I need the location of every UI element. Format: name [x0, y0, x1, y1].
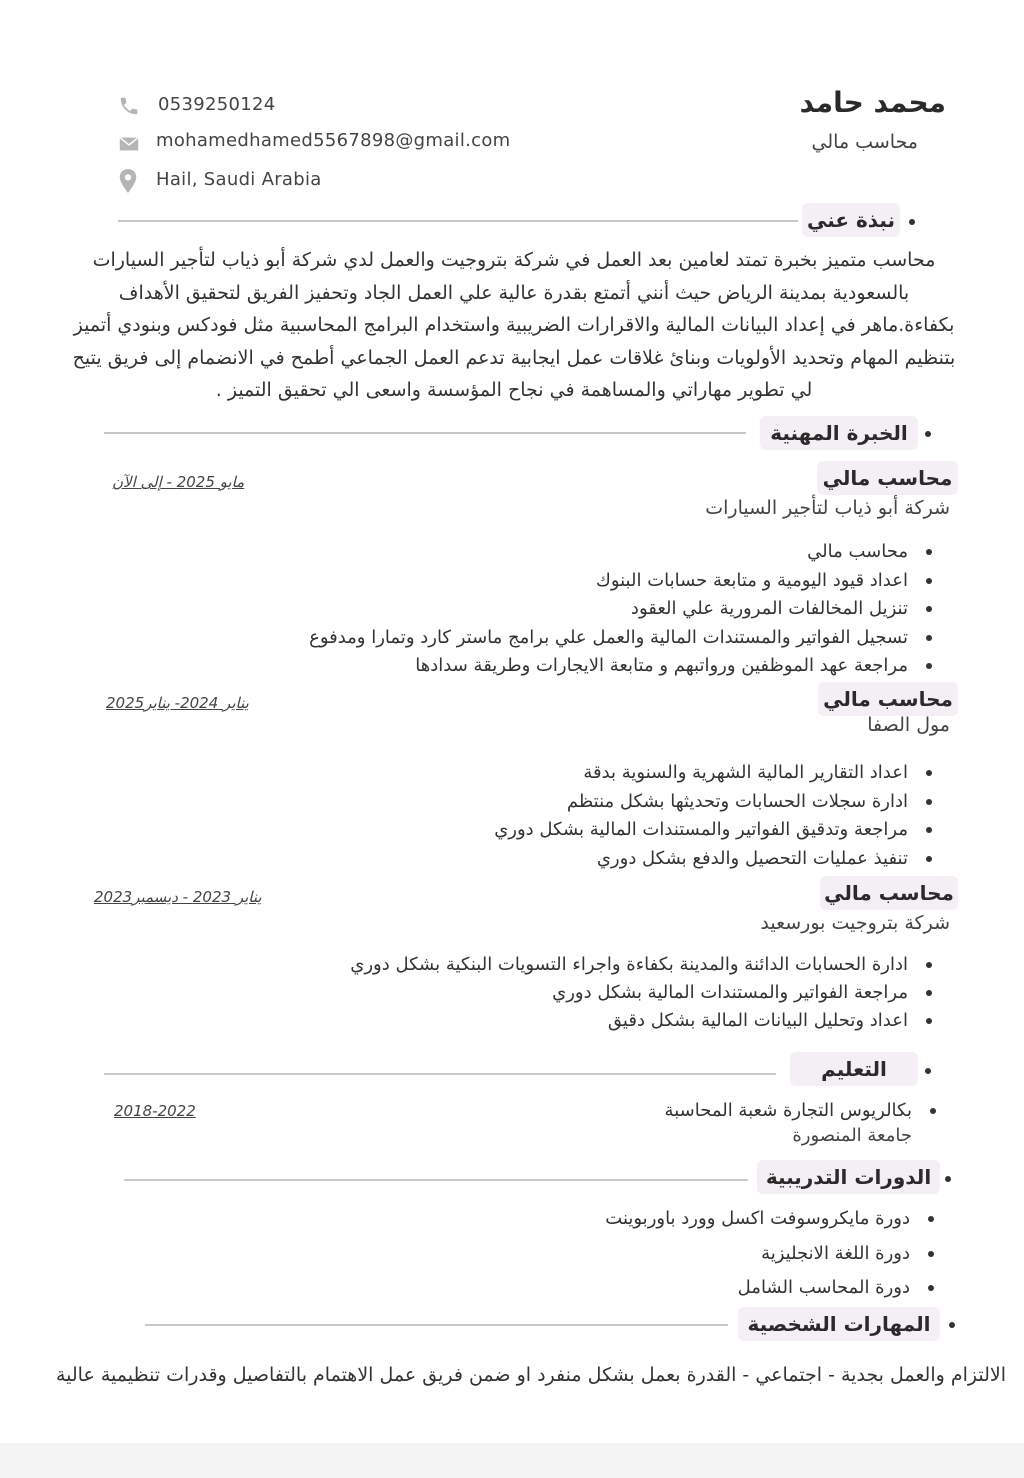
list-item: ادارة الحسابات الدائنة والمدينة بكفاءة واجراء التسويات البنكية بشكل دوري	[350, 951, 908, 979]
list-item: مراجعة عهد الموظفين ورواتبهم و متابعة الايجارات وطريقة سدادها	[309, 652, 908, 681]
list-item: اعداد التقارير المالية الشهرية والسنوية بدقة	[494, 759, 908, 788]
section-bullet	[949, 1322, 955, 1328]
divider	[104, 432, 746, 434]
divider	[118, 220, 798, 222]
list-item: محاسب مالي	[309, 538, 908, 567]
list-item: تنفيذ عمليات التحصيل والدفع بشكل دوري	[494, 845, 908, 874]
section-heading-about: نبذة عني	[802, 203, 900, 237]
location-pin-icon	[117, 168, 139, 194]
education-degree: بكالريوس التجارة شعبة المحاسبة	[665, 1097, 912, 1124]
section-heading-courses: الدورات التدريبية	[757, 1160, 940, 1194]
section-heading-skills: المهارات الشخصية	[738, 1307, 940, 1341]
section-bullet	[925, 431, 931, 437]
section-bullet	[945, 1176, 951, 1182]
divider	[124, 1179, 748, 1181]
list-item: اعداد وتحليل البيانات المالية بشكل دقيق	[350, 1007, 908, 1035]
list-item: دورة المحاسب الشامل	[605, 1271, 910, 1306]
job-date: يناير 2024- يناير2025	[106, 694, 249, 712]
divider	[104, 1073, 776, 1075]
list-item: دورة مايكروسوفت اكسل وورد باوربوينت	[605, 1202, 910, 1237]
candidate-title: محاسب مالي	[811, 131, 918, 153]
section-heading-education: التعليم	[790, 1052, 918, 1086]
job-duties	[494, 759, 908, 873]
education-list	[665, 1097, 912, 1124]
list-item: ادارة سجلات الحسابات وتحديثها بشكل منتظم	[494, 788, 908, 817]
job-duties	[309, 538, 908, 681]
mail-icon	[118, 133, 140, 155]
education-date: 2018-2022	[114, 1102, 196, 1120]
location: Hail, Saudi Arabia	[156, 169, 322, 190]
job-title: محاسب مالي	[820, 876, 958, 910]
job-duties	[350, 951, 908, 1035]
candidate-name: محمد حامد	[799, 86, 946, 119]
list-item: مراجعة وتدقيق الفواتير والمستندات المالية بشكل دوري	[494, 816, 908, 845]
about-text: محاسب متميز بخبرة تمتد لعامين بعد العمل في شركة بتروجيت والعمل لدي شركة أبو ذياب لتأجير السيارات بالسعودية بمدينة الرياض حيث أنني أتمتع بقدرة عالية علي العمل الجاد وتحفيز الفريق لتحقيق الأهداف بكفاءة.ماهر في إعداد البيانات المالية والاقرارات الضريبية واستخدام البرامج المحاسبية مثل فودكس وبنودي أتميز بتنظيم المهام وتحديد الأولويات وبنائ غلاقات عمل ايجابية تدعم العمل الجماعي أطمح في الانضمام إلى فريق يتيح لي تطوير مهاراتي والمساهمة في نجاح المؤسسة واسعى الي تحقيق التميز .	[72, 249, 956, 401]
job-company: شركة بتروجيت بورسعيد	[760, 912, 950, 934]
section-bullet	[925, 1068, 931, 1074]
courses-list	[605, 1202, 910, 1306]
list-item: مراجعة الفواتير والمستندات المالية بشكل دوري	[350, 979, 908, 1007]
page-footer-area	[0, 1443, 1024, 1478]
skills-text: الالتزام والعمل بجدية - اجتماعي - القدرة بعمل بشكل منفرد او ضمن فريق عمل الاهتمام بالتفاصيل وقدرات تنظيمية عالية	[55, 1364, 1006, 1386]
list-item: اعداد قيود اليومية و متابعة حسابات البنوك	[309, 567, 908, 596]
education-university: جامعة المنصورة	[792, 1125, 912, 1146]
divider	[145, 1324, 728, 1326]
email-address[interactable]: mohamedhamed5567898@gmail.com	[156, 130, 511, 151]
list-item: تسجيل الفواتير والمستندات المالية والعمل علي برامج ماستر كارد وتمارا ومدفوع	[309, 624, 908, 653]
section-heading-experience: الخبرة المهنية	[760, 416, 918, 450]
job-title: محاسب مالي	[817, 461, 958, 495]
phone-number[interactable]: 0539250124	[158, 94, 276, 115]
job-date: مايو 2025 - إلى الآن	[112, 473, 245, 491]
job-title: محاسب مالي	[818, 682, 958, 716]
list-item: تنزيل المخالفات المرورية علي العقود	[309, 595, 908, 624]
job-company: شركة أبو ذياب لتأجير السيارات	[705, 497, 950, 519]
job-company: مول الصفا	[867, 714, 950, 736]
section-bullet	[909, 219, 915, 225]
list-item: دورة اللغة الانجليزية	[605, 1237, 910, 1272]
job-date: يناير 2023 - ديسمبر2023	[94, 888, 262, 906]
phone-icon	[118, 95, 140, 117]
